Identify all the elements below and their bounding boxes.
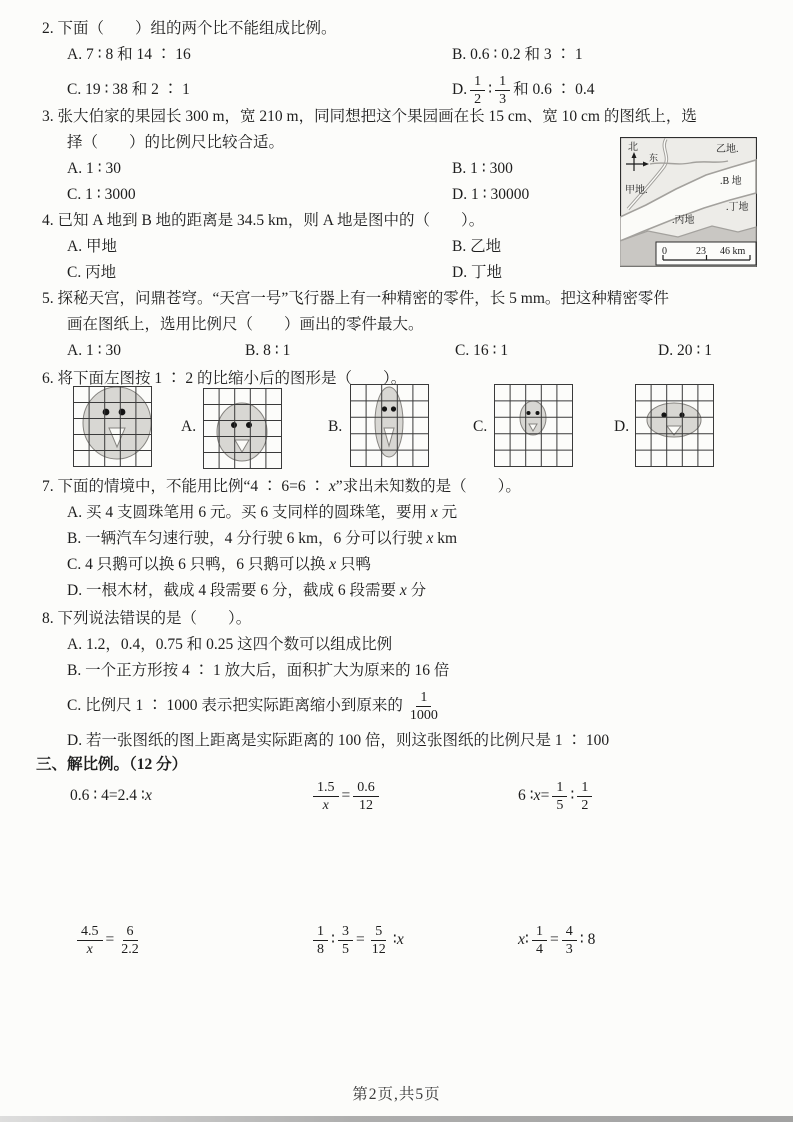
- grid-figure-a: [203, 388, 282, 478]
- question-3-title-line2: 择（ ）的比例尺比较合适。: [67, 134, 285, 151]
- map-illustration: [620, 137, 757, 267]
- question-3-title-line1: 3. 张大伯家的果园长 300 m，宽 210 m，同同想把这个果园画在长 15 cm、宽 10 cm 的图纸上，选: [42, 108, 697, 125]
- figure-b-label: B.: [328, 418, 343, 435]
- figure-c-label: C.: [473, 418, 488, 435]
- question-5-title-line1: 5. 探秘天宫，问鼎苍穹。“天宫一号”飞行器上有一种精密的零件，长 5 mm。把这种精密零件: [42, 290, 669, 307]
- page-footer: 第2页,共5页: [352, 1086, 441, 1103]
- question-5-option-d: D. 20 ∶ 1: [658, 342, 712, 359]
- question-5-option-b: B. 8 ∶ 1: [245, 342, 291, 359]
- question-4-option-a: A. 甲地: [67, 238, 117, 255]
- place-b-label: .B 地: [720, 176, 742, 187]
- question-7-option-a: A. 买 4 支圆珠笔用 6 元。买 6 支同样的圆珠笔，要用 x 元: [67, 504, 458, 521]
- question-4-option-d: D. 丁地: [452, 264, 502, 281]
- grid-figure-d: [635, 384, 714, 476]
- question-2-option-a: A. 7 ∶ 8 和 14 ∶ 16: [67, 46, 191, 63]
- scan-artifact-bar: [0, 1116, 793, 1122]
- question-8-title: 8. 下列说法错误的是（ ）。: [42, 610, 252, 627]
- question-8-option-c: C. 比例尺 1 ∶ 1000 表示把实际距离缩小到原来的 $\frac{1}{1000}$: [67, 689, 438, 723]
- place-jia-label: 甲地.: [625, 185, 648, 196]
- grid-figure-original: [73, 386, 152, 476]
- question-4-title: 4. 已知 A 地到 B 地的距离是 34.5 km，则 A 地是图中的（ ）。: [42, 212, 485, 229]
- question-7-option-c: C. 4 只鹅可以换 6 只鸭，6 只鹅可以换 x 只鸭: [67, 556, 371, 573]
- question-5-option-c: C. 16 ∶ 1: [455, 342, 509, 359]
- grid-figure-b: [350, 384, 429, 476]
- equation-3: 6 ∶ x = $\frac{1}{5}$ ∶ $\frac{1}{2}$: [518, 772, 595, 820]
- scale-zero-label: 0: [662, 246, 667, 257]
- question-7-option-b: B. 一辆汽车匀速行驶，4 分行驶 6 km，6 分可以行驶 x km: [67, 530, 458, 547]
- figure-a-label: A.: [181, 418, 197, 435]
- question-6-title: 6. 将下面左图按 1 ∶ 2 的比缩小后的图形是（ ）。: [42, 370, 407, 387]
- question-3-option-c: C. 1 ∶ 3000: [67, 186, 136, 203]
- question-2-option-d: D. $\frac{1}{2}$ ∶ $\frac{1}{3}$ 和 0.6 ∶ 0.4: [452, 73, 595, 107]
- question-7-title: 7. 下面的情境中，不能用比例“4 ∶ 6=6 ∶ x”求出未知数的是（ ）。: [42, 478, 521, 495]
- question-2-option-c: C. 19 ∶ 38 和 2 ∶ 1: [67, 81, 190, 98]
- question-8-option-b: B. 一个正方形按 4 ∶ 1 放大后，面积扩大为原来的 16 倍: [67, 662, 450, 679]
- place-yi-label: 乙地.: [716, 144, 739, 155]
- grid-figure-c: [494, 384, 573, 476]
- question-2-title: 2. 下面（ ）组的两个比不能组成比例。: [42, 20, 337, 37]
- question-7: [42, 474, 758, 604]
- question-8-option-d: D. 若一张图纸的图上距离是实际距离的 100 倍，则这张图纸的比例尺是 1 ∶ 100: [67, 732, 610, 749]
- question-3-option-a: A. 1 ∶ 30: [67, 160, 121, 177]
- question-5-title-line2: 画在图纸上，选用比例尺（ ）画出的零件最大。: [67, 316, 424, 333]
- question-5: [42, 286, 758, 364]
- north-label: 北: [628, 142, 638, 153]
- question-4-option-b: B. 乙地: [452, 238, 502, 255]
- question-3-option-d: D. 1 ∶ 30000: [452, 186, 530, 203]
- map-scale-bar: [656, 242, 756, 265]
- equation-2: $\frac{1.5}{x}$ = $\frac{0.6}{12}$: [310, 772, 382, 820]
- scale-mid-label: 23: [696, 246, 706, 257]
- question-8: [42, 606, 758, 754]
- figure-d-label: D.: [614, 418, 630, 435]
- question-2: [42, 16, 758, 112]
- section-3-title: 三、解比例。（12 分）: [36, 756, 188, 773]
- question-5-option-a: A. 1 ∶ 30: [67, 342, 121, 359]
- place-ding-label: .丁地: [726, 202, 749, 213]
- equation-1: 0.6 ∶ 4=2.4 ∶ x: [70, 787, 152, 804]
- map-figure: [620, 137, 757, 267]
- equation-4: $\frac{4.5}{x}$ = $\frac{6}{2.2}$: [74, 916, 146, 964]
- equation-6: x ∶ $\frac{1}{4}$ = $\frac{4}{3}$ ∶ 8: [518, 923, 596, 957]
- question-4-option-c: C. 丙地: [67, 264, 117, 281]
- question-7-option-d: D. 一根木材，截成 4 段需要 6 分，截成 6 段需要 x 分: [67, 582, 427, 599]
- east-label: 东: [649, 153, 659, 163]
- place-bing-label: .丙地: [672, 215, 695, 226]
- equation-5: $\frac{1}{8}$ ∶ $\frac{3}{5}$ = $\frac{5}{12}$ ∶ x: [310, 916, 404, 964]
- scale-end-label: 46 km: [720, 246, 746, 257]
- question-3-option-b: B. 1 ∶ 300: [452, 160, 513, 177]
- question-2-option-b: B. 0.6 ∶ 0.2 和 3 ∶ 1: [452, 46, 583, 63]
- question-8-option-a: A. 1.2，0.4，0.75 和 0.25 这四个数可以组成比例: [67, 636, 393, 653]
